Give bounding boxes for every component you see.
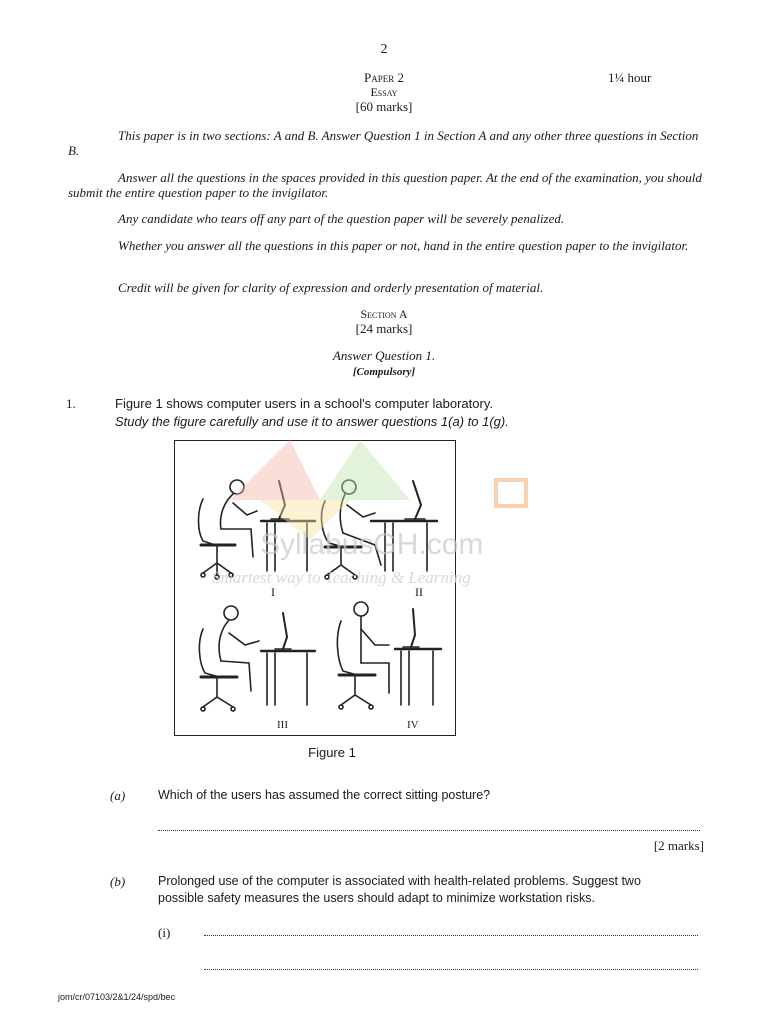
part-b-item-i-label: (i) xyxy=(158,925,171,940)
figure-label-i: I xyxy=(271,585,275,599)
instruction-2: Answer all the questions in the spaces provided in this question paper. At the end of the examination, you should submit the entire question paper to the invigilator. xyxy=(68,170,702,200)
instruction-1: This paper is in two sections: A and B. Answer Question 1 in Section A and any other three questions in Section B. xyxy=(68,128,699,158)
user-figure-2 xyxy=(322,480,437,579)
figure-1-frame xyxy=(174,440,456,736)
section-compulsory: [Compulsory] xyxy=(352,366,416,378)
user-figure-1 xyxy=(199,480,316,579)
page-number: 2 xyxy=(380,42,388,57)
section-answer-note: Answer Question 1. xyxy=(332,348,436,363)
part-a-answer-line[interactable] xyxy=(158,830,700,831)
part-a-label: (a) xyxy=(110,788,126,803)
figure-label-iii: III xyxy=(277,719,288,731)
figure-label-iv: IV xyxy=(407,719,419,731)
question-instruction: Study the figure carefully and use it to answer questions 1(a) to 1(g). xyxy=(115,414,509,429)
user-figure-3 xyxy=(199,606,315,711)
part-b-text: Prolonged use of the computer is associated with health-related problems. Suggest two possible safety measures the users should adapt to minimize workstation risks. xyxy=(158,874,641,905)
user-figure-4 xyxy=(337,602,441,709)
part-b-answer-line-1[interactable] xyxy=(204,935,698,936)
part-a-marks: [2 marks] xyxy=(653,838,704,853)
paper-title: Paper 2 xyxy=(364,70,404,85)
part-b-label: (b) xyxy=(110,874,126,889)
posture-illustration xyxy=(175,441,455,735)
watermark-tagline: Smartest way to Teaching & Learning xyxy=(212,568,471,587)
paper-duration: 1¼ hour xyxy=(608,70,652,85)
instruction-5: Credit will be given for clarity of expression and orderly presentation of material. xyxy=(118,280,544,295)
part-b-answer-line-2[interactable] xyxy=(204,969,698,970)
paper-type: Essay xyxy=(370,85,398,99)
footer-code: jom/cr/07103/2&1/24/spd/bec xyxy=(58,992,176,1002)
part-a-text: Which of the users has assumed the correct sitting posture? xyxy=(158,788,491,802)
instruction-3: Any candidate who tears off any part of the question paper will be severely penalized. xyxy=(118,211,565,226)
watermark-brand: SyllabusGH.com xyxy=(260,528,484,561)
paper-marks: [60 marks] xyxy=(355,99,413,114)
instruction-4: Whether you answer all the questions in this paper or not, hand in the entire question paper to the invigilator. xyxy=(118,238,689,253)
figure-caption: Figure 1 xyxy=(308,745,356,760)
section-marks: [24 marks] xyxy=(355,321,413,336)
section-title: Section A xyxy=(360,307,408,321)
question-stem: Figure 1 shows computer users in a school's computer laboratory. xyxy=(115,396,493,411)
question-number: 1. xyxy=(66,396,76,411)
figure-label-ii: II xyxy=(415,585,423,599)
